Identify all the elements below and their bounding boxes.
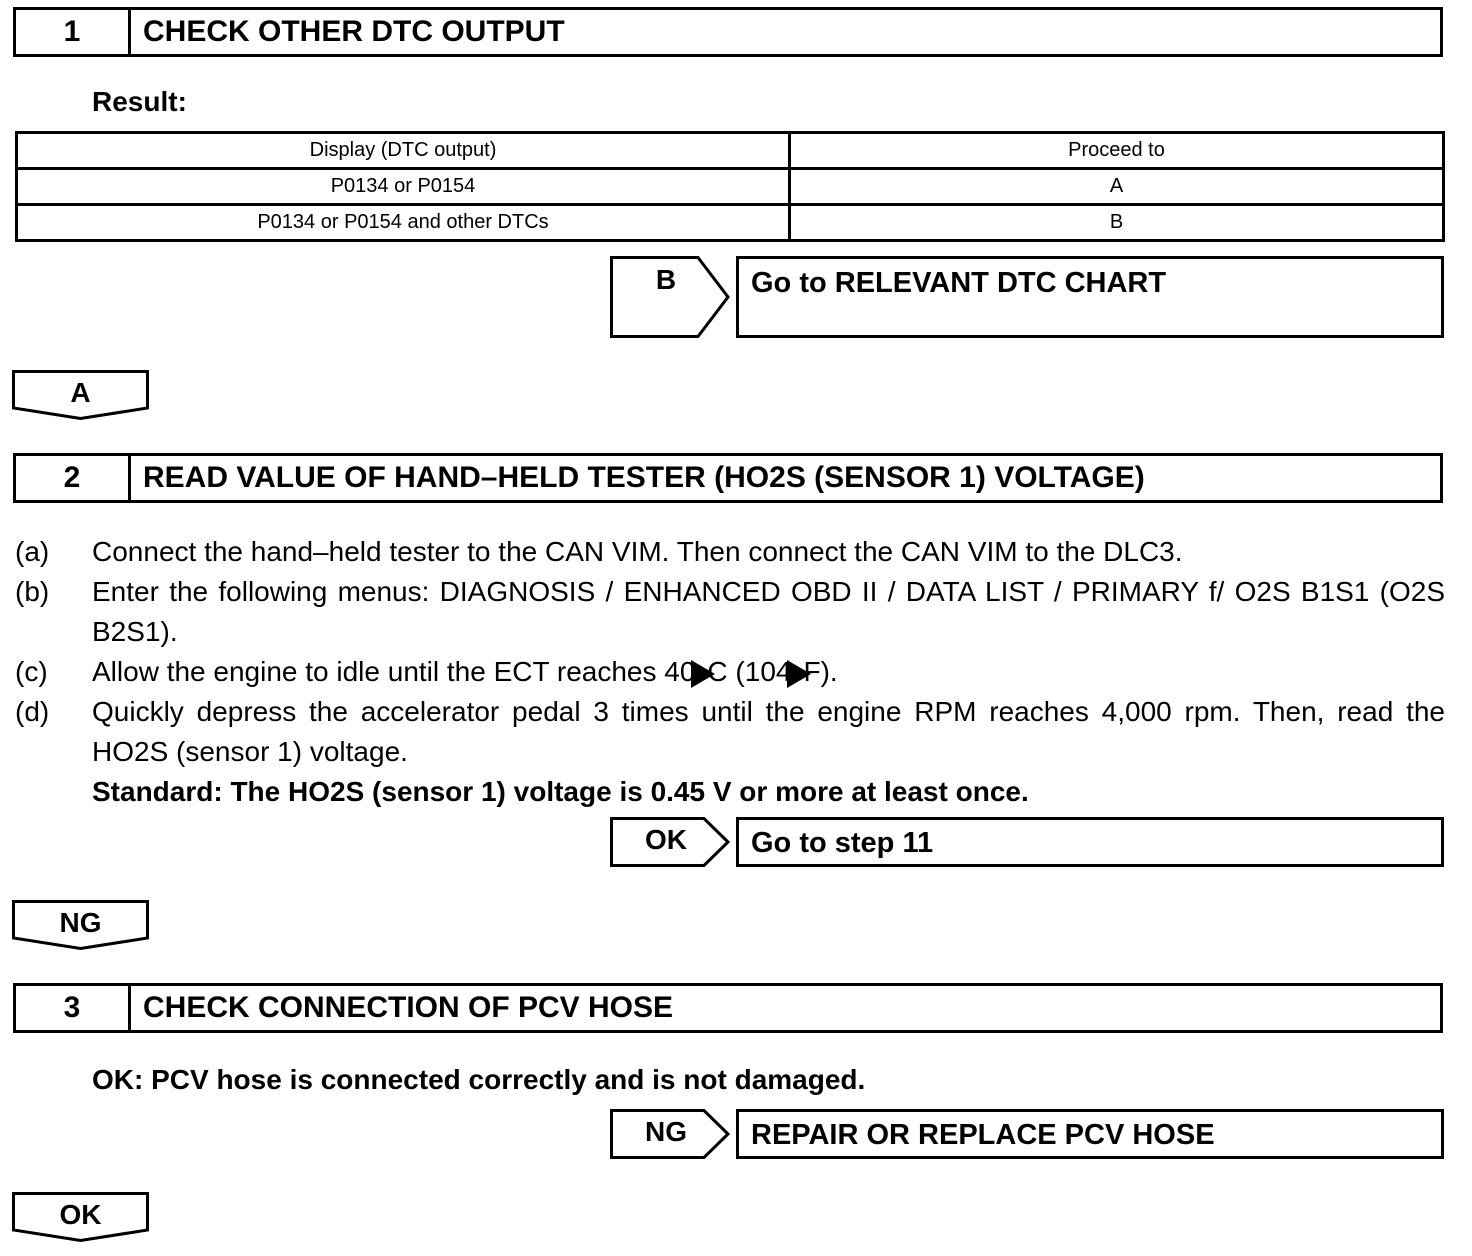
table-cell: P0134 or P0154 — [17, 169, 790, 205]
result-table — [15, 131, 1445, 242]
step-title: CHECK OTHER DTC OUTPUT — [143, 15, 565, 48]
standard-text: Standard: The HO2S (sensor 1) voltage is 0.45 V or more at least once. — [92, 776, 1029, 807]
step-number: 3 — [16, 986, 131, 1030]
step-number: 2 — [16, 456, 131, 500]
table-header-row — [17, 133, 1444, 169]
branch-label: NG — [645, 1116, 687, 1147]
continue-label: A — [70, 377, 91, 408]
text-segment: Allow the engine to idle until the ECT reaches 40 — [92, 656, 696, 687]
continue-label: NG — [59, 907, 102, 938]
text-segment: C (104 — [707, 656, 792, 687]
list-marker: (b) — [15, 576, 50, 607]
list-item — [15, 572, 1445, 652]
list-item — [15, 652, 1445, 692]
result-label: Result: — [92, 86, 187, 117]
step-2-instructions — [15, 532, 1445, 812]
list-marker: (d) — [15, 696, 50, 727]
branch-label: OK — [645, 824, 687, 855]
branch-b — [610, 256, 1444, 338]
step-title: CHECK CONNECTION OF PCV HOSE — [143, 991, 674, 1024]
list-text: Quickly depress the accelerator pedal 3 times until the engine RPM reaches 4,000 rpm. Then, read the HO2S (sensor 1) voltage. — [92, 696, 1445, 767]
step-1-header — [13, 7, 1443, 57]
table-header-cell: Proceed to — [790, 133, 1444, 169]
list-item — [15, 532, 1445, 572]
branch-destination: REPAIR OR REPLACE PCV HOSE — [736, 1109, 1444, 1159]
step-number: 1 — [16, 10, 131, 54]
list-text: Connect the hand–held tester to the CAN VIM. Then connect the CAN VIM to the DLC3. — [92, 536, 1183, 567]
list-item — [15, 692, 1445, 772]
table-header-cell: Display (DTC output) — [17, 133, 790, 169]
branch-ok — [610, 817, 1444, 867]
list-marker: (a) — [15, 536, 50, 567]
step-3-header — [13, 983, 1443, 1033]
step-title: READ VALUE OF HAND–HELD TESTER (HO2S (SENSOR 1) VOLTAGE) — [143, 461, 1145, 494]
continue-a — [12, 370, 149, 420]
table-row — [17, 205, 1444, 241]
continue-ok — [12, 1192, 149, 1242]
table-cell: P0134 or P0154 and other DTCs — [17, 205, 790, 241]
table-cell: B — [790, 205, 1444, 241]
step-2-header — [13, 453, 1443, 503]
branch-label: B — [655, 264, 677, 295]
list-text — [92, 652, 1445, 692]
list-text: Enter the following menus: DIAGNOSIS / ENHANCED OBD II / DATA LIST / PRIMARY f/ O2S B1S1 (O2S B2S1). — [92, 576, 1445, 647]
continue-ng — [12, 900, 149, 950]
branch-destination: Go to step 11 — [736, 817, 1444, 867]
branch-destination: Go to RELEVANT DTC CHART — [736, 256, 1444, 338]
ok-criteria: OK: PCV hose is connected correctly and is not damaged. — [92, 1064, 866, 1095]
list-marker: (c) — [15, 656, 48, 687]
table-cell: A — [790, 169, 1444, 205]
branch-ng — [610, 1109, 1444, 1159]
table-row — [17, 169, 1444, 205]
text-segment: F). — [803, 656, 838, 687]
continue-label: OK — [59, 1199, 102, 1230]
